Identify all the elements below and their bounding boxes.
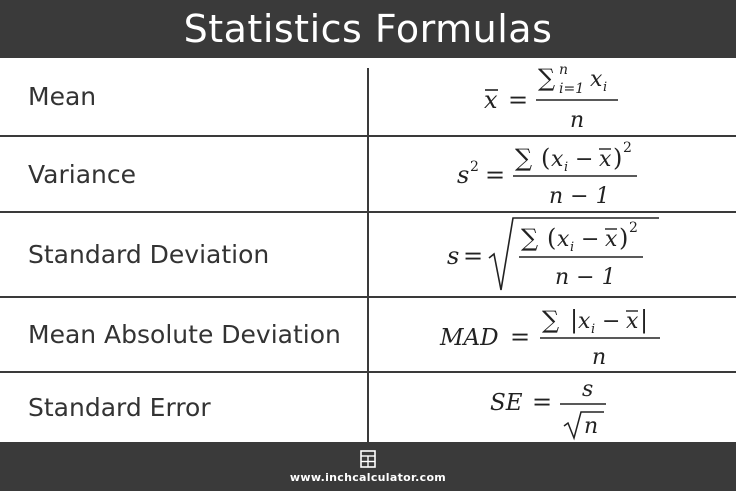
svg-text:−: − xyxy=(601,308,620,334)
footer-url[interactable]: www.inchcalculator.com xyxy=(289,470,447,484)
svg-text:x: x xyxy=(589,66,602,92)
table-row-standard-error xyxy=(0,373,736,442)
se-formula-graphic xyxy=(488,374,618,442)
svg-text:n: n xyxy=(569,107,584,133)
formula-mad xyxy=(369,298,736,371)
svg-text:i: i xyxy=(563,160,568,175)
svg-text:n: n xyxy=(558,61,568,78)
svg-text:x: x xyxy=(625,308,638,334)
row-label-standard-deviation: Standard Deviation xyxy=(28,240,270,269)
svg-text:MAD: MAD xyxy=(439,324,499,351)
table-row-variance xyxy=(0,137,736,213)
svg-text:x: x xyxy=(556,226,569,252)
svg-text:): ) xyxy=(618,223,628,252)
title-bar xyxy=(0,0,736,58)
svg-text:2: 2 xyxy=(622,140,632,156)
formula-standard-error xyxy=(369,373,736,442)
svg-text:−: − xyxy=(574,147,593,172)
svg-text:i: i xyxy=(569,239,574,255)
table-row-mean-absolute-deviation xyxy=(0,298,736,373)
svg-text:x: x xyxy=(577,308,590,334)
stddev-formula-graphic xyxy=(443,214,663,296)
formula-variance xyxy=(369,137,736,211)
svg-text:∑: ∑ xyxy=(514,144,532,172)
row-label-standard-error: Standard Error xyxy=(28,393,211,422)
svg-text:n − 1: n − 1 xyxy=(548,184,610,209)
svg-text:n: n xyxy=(591,344,606,370)
svg-text:−: − xyxy=(580,226,599,252)
svg-text:=: = xyxy=(509,322,530,351)
svg-text:x: x xyxy=(483,85,498,114)
svg-text:|: | xyxy=(639,305,648,334)
row-label-variance: Variance xyxy=(28,159,136,189)
svg-text:s: s xyxy=(581,376,593,402)
svg-text:∑: ∑ xyxy=(537,63,555,92)
svg-text:=: = xyxy=(507,85,528,114)
svg-text:∑: ∑ xyxy=(541,305,559,334)
table-row-standard-deviation xyxy=(0,213,736,298)
svg-text:(: ( xyxy=(546,223,556,252)
svg-text:2: 2 xyxy=(469,159,479,175)
svg-text:n − 1: n − 1 xyxy=(554,264,616,290)
mad-formula-graphic xyxy=(438,300,668,370)
row-label-mean-absolute-deviation: Mean Absolute Deviation xyxy=(28,320,341,349)
svg-text:=: = xyxy=(462,241,483,270)
svg-text:x: x xyxy=(598,147,611,172)
svg-text:n: n xyxy=(583,413,598,439)
formula-table xyxy=(0,58,736,442)
svg-text:x: x xyxy=(550,147,563,172)
svg-text:(: ( xyxy=(540,144,550,172)
table-row-mean xyxy=(0,58,736,137)
svg-text:x: x xyxy=(604,226,617,252)
svg-text:=: = xyxy=(484,161,505,189)
svg-text:∑: ∑ xyxy=(520,223,538,252)
row-label-mean: Mean xyxy=(28,82,97,111)
formula-mean xyxy=(369,58,736,135)
svg-text:2: 2 xyxy=(628,219,638,236)
variance-formula-graphic xyxy=(453,138,653,210)
page-title: Statistics Formulas xyxy=(183,7,553,51)
footer-bar xyxy=(0,442,736,491)
svg-text:i: i xyxy=(590,321,595,337)
svg-text:|: | xyxy=(569,305,578,334)
svg-text:): ) xyxy=(612,144,622,172)
svg-text:=: = xyxy=(531,387,552,416)
svg-text:i=1: i=1 xyxy=(558,80,584,97)
svg-text:s: s xyxy=(456,161,469,189)
formula-standard-deviation xyxy=(369,213,736,296)
mean-formula-graphic xyxy=(478,60,628,134)
svg-text:i: i xyxy=(602,79,607,95)
calculator-icon xyxy=(360,450,376,468)
svg-text:SE: SE xyxy=(489,389,523,416)
svg-text:s: s xyxy=(446,241,459,270)
